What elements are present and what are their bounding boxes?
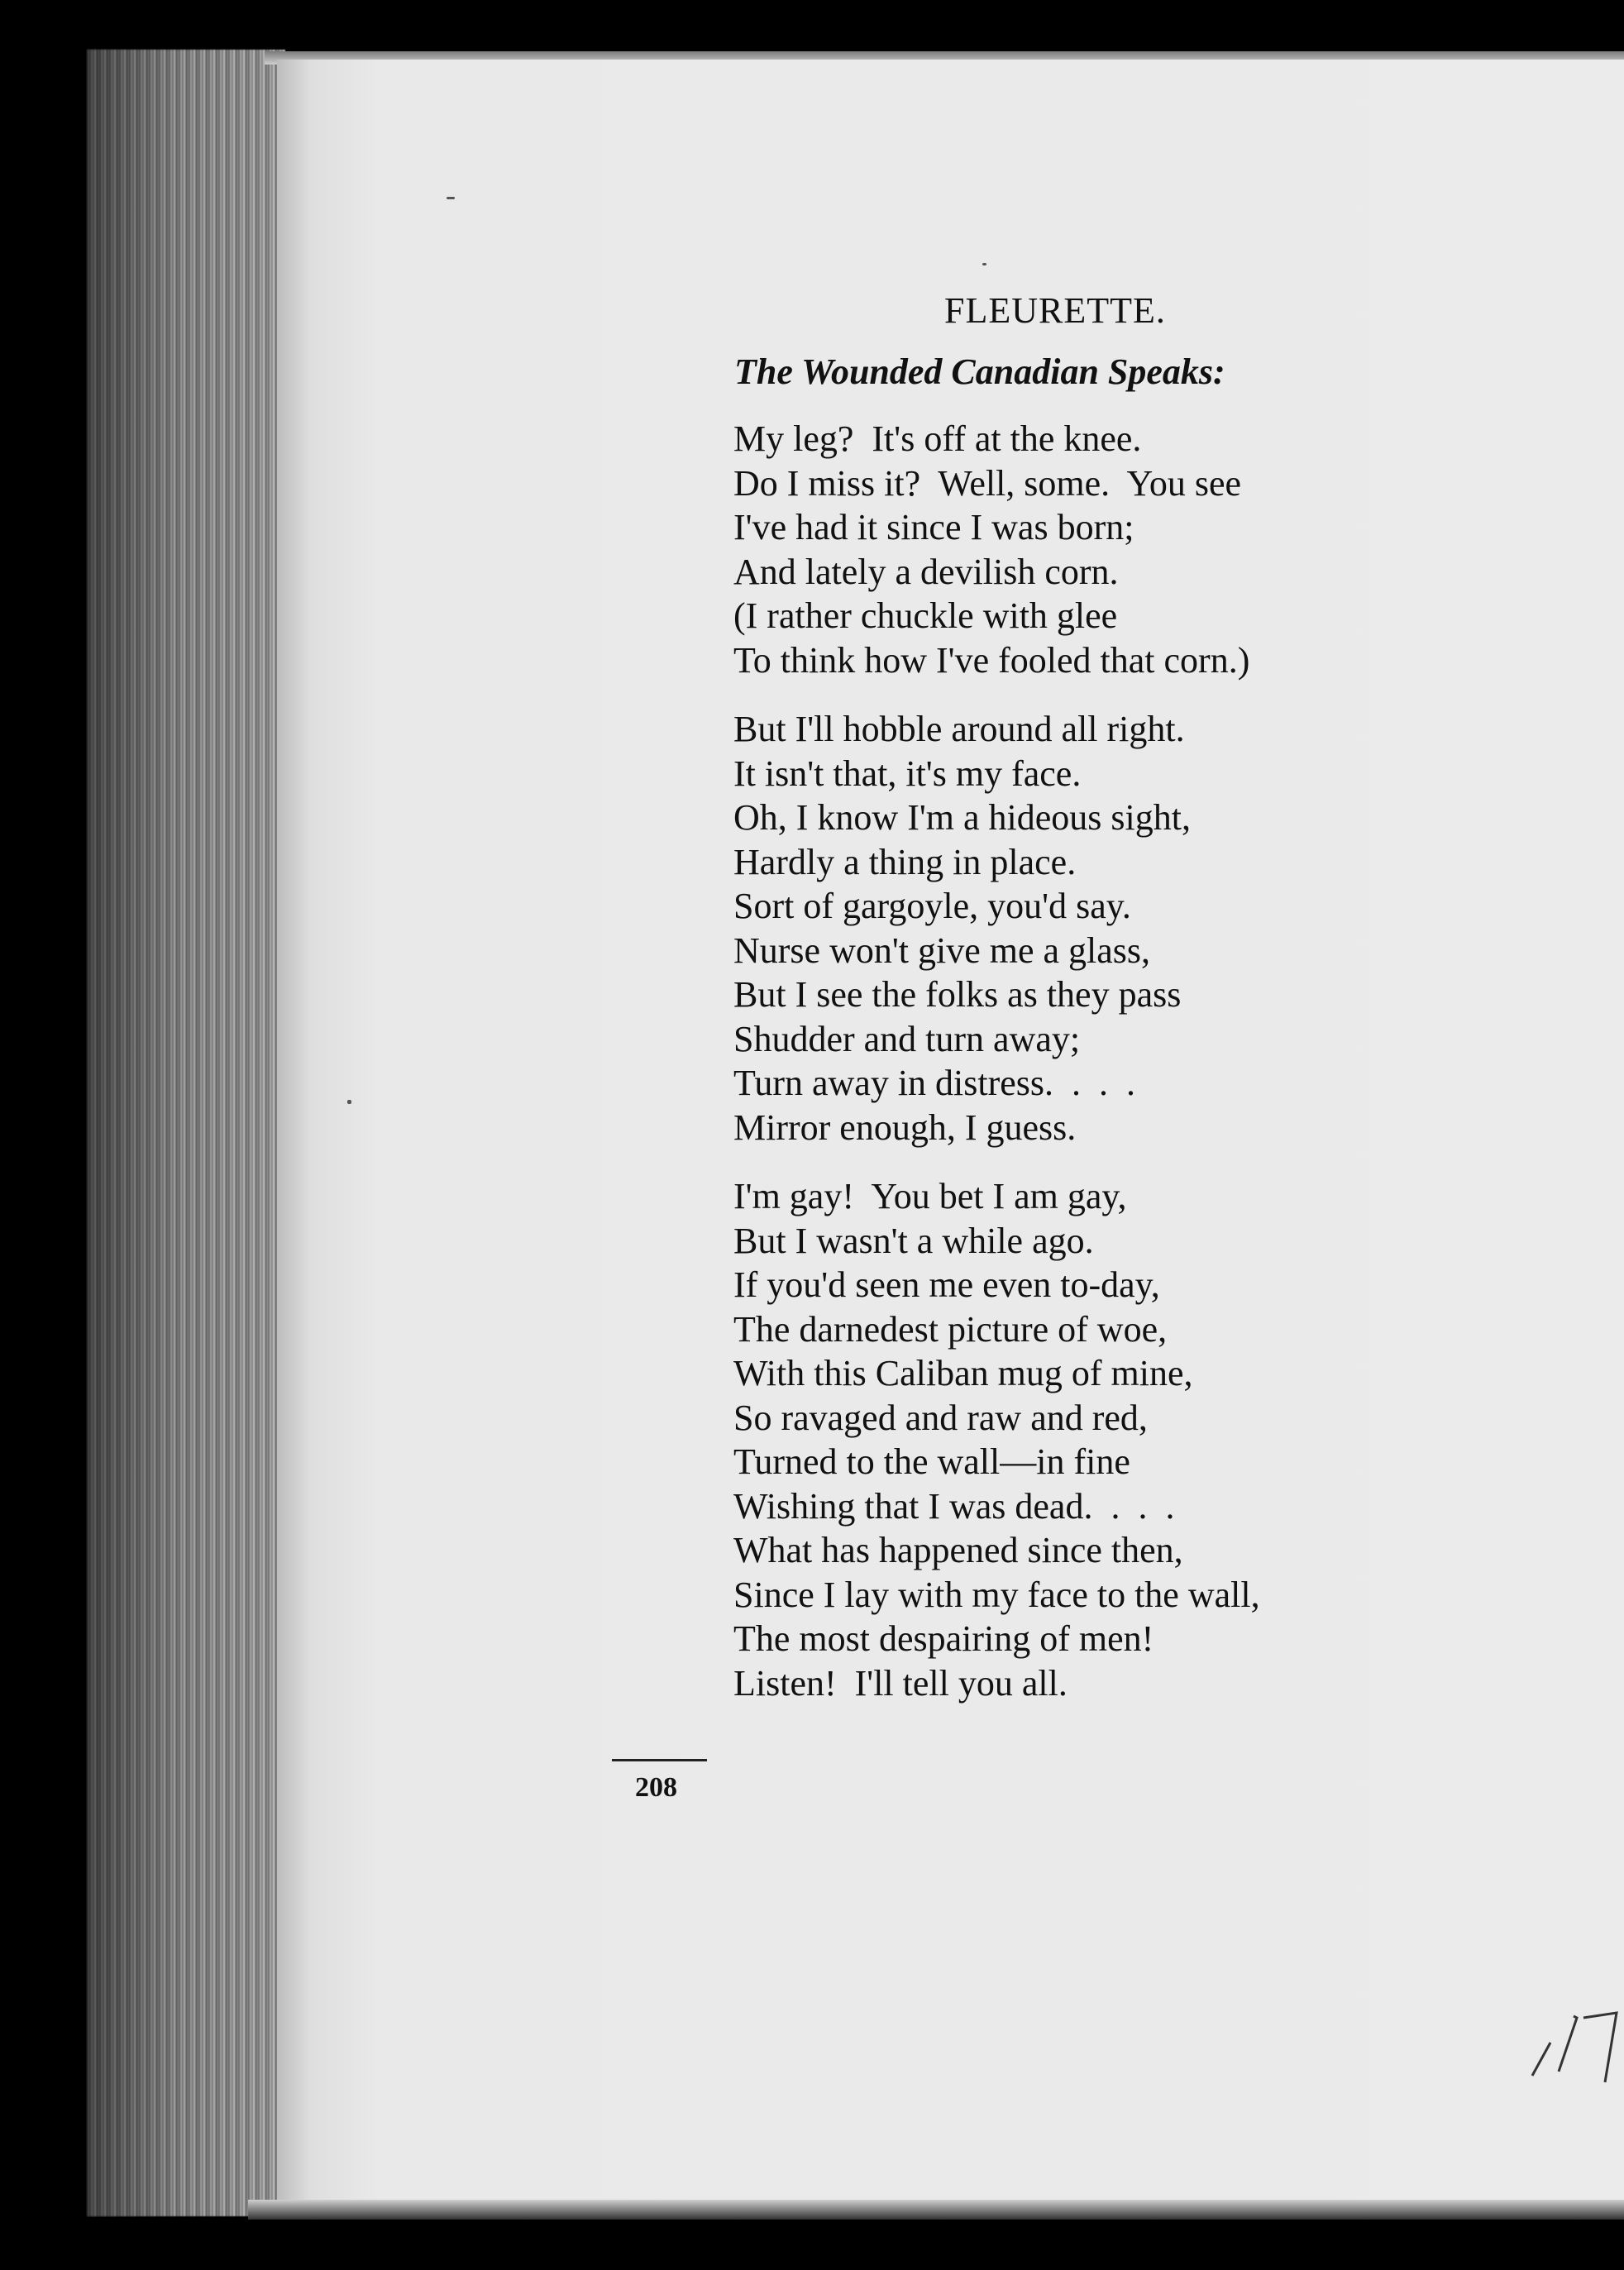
poem-body: [733, 417, 1260, 1705]
poem-line: Turn away in distress. . . .: [733, 1063, 1136, 1103]
ink-speck: [447, 197, 455, 199]
poem-line: Nurse won't give me a glass,: [733, 930, 1151, 971]
poem-line: Sort of gargoyle, you'd say.: [733, 886, 1131, 926]
poem-line: And lately a devilish corn.: [733, 551, 1119, 592]
poem-line: Mirror enough, I guess.: [733, 1106, 1077, 1148]
poem-line: (I rather chuckle with glee: [733, 595, 1118, 636]
handwritten-margin-note: [1526, 1993, 1624, 2084]
poem-line: But I'll hobble around all right.: [733, 709, 1185, 749]
poem-line: Listen! I'll tell you all.: [733, 1662, 1068, 1704]
ink-speck: [982, 263, 986, 265]
poem-line: If you'd seen me even to-day,: [733, 1264, 1160, 1305]
stanza-2: [733, 707, 1260, 1149]
poem-title: FLEURETTE.: [944, 290, 1166, 331]
page-bottom-edge: [248, 2200, 1624, 2220]
poem-line: My leg? It's off at the knee.: [733, 418, 1142, 459]
poem-line: Do I miss it? Well, some. You see: [733, 462, 1242, 504]
poem-line: To think how I've fooled that corn.): [733, 639, 1250, 681]
poem-line: The darnedest picture of woe,: [733, 1308, 1168, 1350]
poem-line: But I wasn't a while ago.: [733, 1220, 1094, 1261]
poem-subtitle: The Wounded Canadian Speaks:: [734, 351, 1225, 392]
poem-line: Since I lay with my face to the wall,: [733, 1574, 1260, 1615]
poem-line: Oh, I know I'm a hideous sight,: [733, 797, 1191, 838]
poem-line: Turned to the wall—in fine: [733, 1441, 1130, 1482]
poem-line: The most despairing of men!: [733, 1618, 1154, 1659]
stanza-1: [733, 417, 1260, 682]
poem-line: Hardly a thing in place.: [733, 841, 1077, 882]
page-edges-shadow: [87, 50, 285, 2216]
stanza-3: [733, 1174, 1260, 1705]
poem-line: So ravaged and raw and red,: [733, 1397, 1148, 1438]
ink-speck: [347, 1100, 351, 1104]
poem-line: But I see the folks as they pass: [733, 974, 1182, 1015]
poem-line: With this Caliban mug of mine,: [733, 1353, 1193, 1393]
poem-line: I'm gay! You bet I am gay,: [733, 1176, 1127, 1216]
poem-line: It isn't that, it's my face.: [733, 753, 1082, 794]
poem-line: Shudder and turn away;: [733, 1018, 1081, 1059]
poem-line: What has happened since then,: [733, 1530, 1183, 1570]
page-number: 208: [635, 1772, 677, 1803]
poem-line: Wishing that I was dead. . . .: [733, 1485, 1175, 1527]
page-number-rule: [612, 1759, 707, 1761]
poem-line: I've had it since I was born;: [733, 507, 1134, 547]
